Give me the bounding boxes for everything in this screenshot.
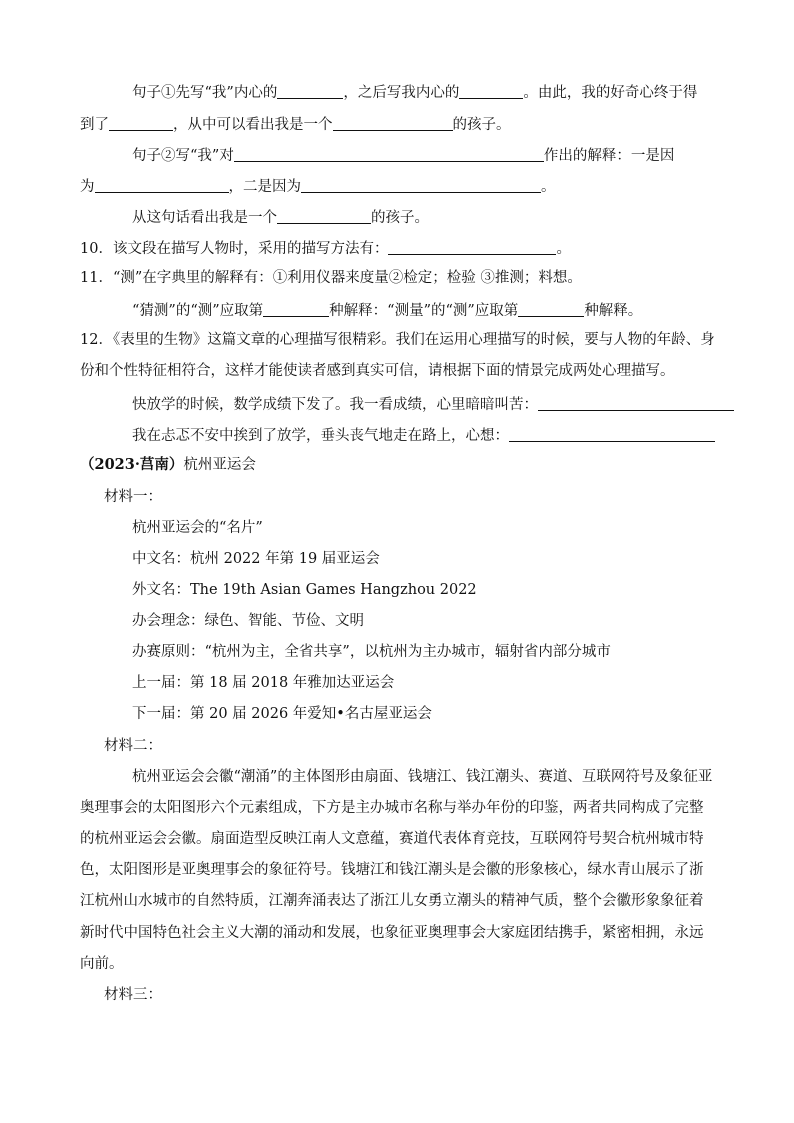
- q12-text: 我在忐忑不安中挨到了放学，垂头丧气地走在路上，心想：: [132, 428, 509, 444]
- material-1-label: 材料一：: [104, 489, 162, 505]
- section-heading: [80, 458, 256, 473]
- answer-blank[interactable]: [277, 209, 371, 224]
- q9-text: 到了: [80, 117, 109, 133]
- answer-blank[interactable]: [109, 116, 173, 131]
- q9-text: 从这句话看出我是一个: [132, 210, 277, 226]
- q9-text: 的孩子。: [371, 210, 429, 226]
- q10-text: 。: [556, 241, 571, 257]
- q9-text: 句子②写“我”对: [132, 148, 234, 164]
- question-11: 11．“测”在字典里的解释有：①利用仪器来度量②检定；检验 ③推测；料想。: [80, 270, 582, 286]
- q12-line-3: [132, 396, 734, 413]
- q9-text: 句子①先写“我”内心的: [132, 85, 278, 101]
- card-next: 下一届：第 20 届 2026 年爱知•名古屋亚运会: [132, 706, 432, 722]
- paragraph-line: 色，太阳图形是亚奥理事会的象征符号。钱塘江和钱江潮头是会徽的形象核心，绿水青山展示了浙: [80, 862, 704, 878]
- q11-line-2: [132, 302, 642, 319]
- answer-blank[interactable]: [263, 302, 329, 317]
- paragraph-line: 新时代中国特色社会主义大潮的涌动和发展，也象征亚奥理事会大家庭团结携手，紧密相拥，永远: [80, 925, 704, 941]
- answer-blank[interactable]: [518, 302, 584, 317]
- q9-line-2: [80, 116, 511, 133]
- paragraph-line: 杭州亚运会会徽“潮涌”的主体图形由扇面、钱塘江、钱江潮头、赛道、互联网符号及象征亚: [132, 769, 713, 785]
- answer-blank[interactable]: [277, 84, 343, 99]
- q9-line-3: [132, 147, 674, 164]
- card-previous: 上一届：第 18 届 2018 年雅加达亚运会: [132, 675, 395, 691]
- answer-blank[interactable]: [301, 178, 541, 193]
- section-source: （2023·莒南）: [80, 456, 184, 473]
- answer-blank[interactable]: [459, 84, 523, 99]
- card-chinese-name: 中文名：杭州 2022 年第 19 届亚运会: [132, 551, 380, 567]
- paragraph-line: 的杭州亚运会会徽。扇面造型反映江南人文意蕴，赛道代表体育竞技，互联网符号契合杭州城市特: [80, 831, 704, 847]
- paragraph-line: 奥理事会的太阳图形六个元素组成，下方是主办城市名称与举办年份的印鉴，两者共同构成了完整: [80, 800, 704, 816]
- material-3-label: 材料三：: [104, 987, 162, 1003]
- answer-blank[interactable]: [95, 178, 229, 193]
- paragraph-line: 江杭州山水城市的自然特质，江潮奔涌表达了浙江儿女勇立潮头的精神气质，整个会徽形象象征着: [80, 893, 704, 909]
- card-principle: 办赛原则：“杭州为主，全省共享”，以杭州为主办城市，辐射省内部分城市: [132, 644, 611, 660]
- card-idea: 办会理念：绿色、智能、节俭、文明: [132, 613, 364, 629]
- q11-text: “猜测”的“测”应取第: [132, 303, 264, 319]
- paragraph-line: 向前。: [80, 956, 124, 972]
- section-title: 杭州亚运会: [183, 457, 256, 473]
- q12-text: 快放学的时候，数学成绩下发了。我一看成绩，心里暗暗叫苦：: [132, 397, 538, 413]
- q9-text: 为: [80, 179, 95, 195]
- card-title: 杭州亚运会的“名片”: [132, 520, 263, 536]
- q9-text: 。: [541, 179, 556, 195]
- answer-blank[interactable]: [388, 240, 556, 255]
- q10-text: 10．该文段在描写人物时，采用的描写方法有：: [80, 241, 389, 257]
- answer-blank[interactable]: [538, 396, 734, 411]
- q9-text: 的孩子。: [452, 117, 511, 133]
- q9-line-1: [132, 84, 697, 101]
- q12-line-4: [132, 427, 715, 444]
- q9-text: ，之后写我内心的: [343, 85, 460, 101]
- card-foreign-name: 外文名：The 19th Asian Games Hangzhou 2022: [132, 582, 477, 598]
- question-10: [80, 240, 571, 257]
- q9-text: ，从中可以看出我是一个: [173, 117, 333, 133]
- q9-text: ，二是因为: [228, 179, 301, 195]
- material-2-label: 材料二：: [104, 738, 162, 754]
- answer-blank[interactable]: [234, 147, 544, 162]
- q9-text: 。由此，我的好奇心终于得: [523, 85, 698, 101]
- question-12: 12．《表里的生物》这篇文章的心理描写很精彩。我们在运用心理描写的时候，要与人物的年龄、身: [80, 332, 715, 348]
- q9-text: 作出的解释：一是因: [543, 148, 675, 164]
- q12-line-2: 份和个性特征相符合，这样才能使读者感到真实可信，请根据下面的情景完成两处心理描写。: [80, 363, 675, 379]
- q9-line-5: [132, 209, 429, 226]
- answer-blank[interactable]: [509, 427, 715, 442]
- q9-line-4: [80, 178, 556, 195]
- answer-blank[interactable]: [333, 116, 453, 131]
- q11-text: 种解释：“测量”的“测”应取第: [329, 303, 519, 319]
- q11-text: 种解释。: [584, 303, 643, 319]
